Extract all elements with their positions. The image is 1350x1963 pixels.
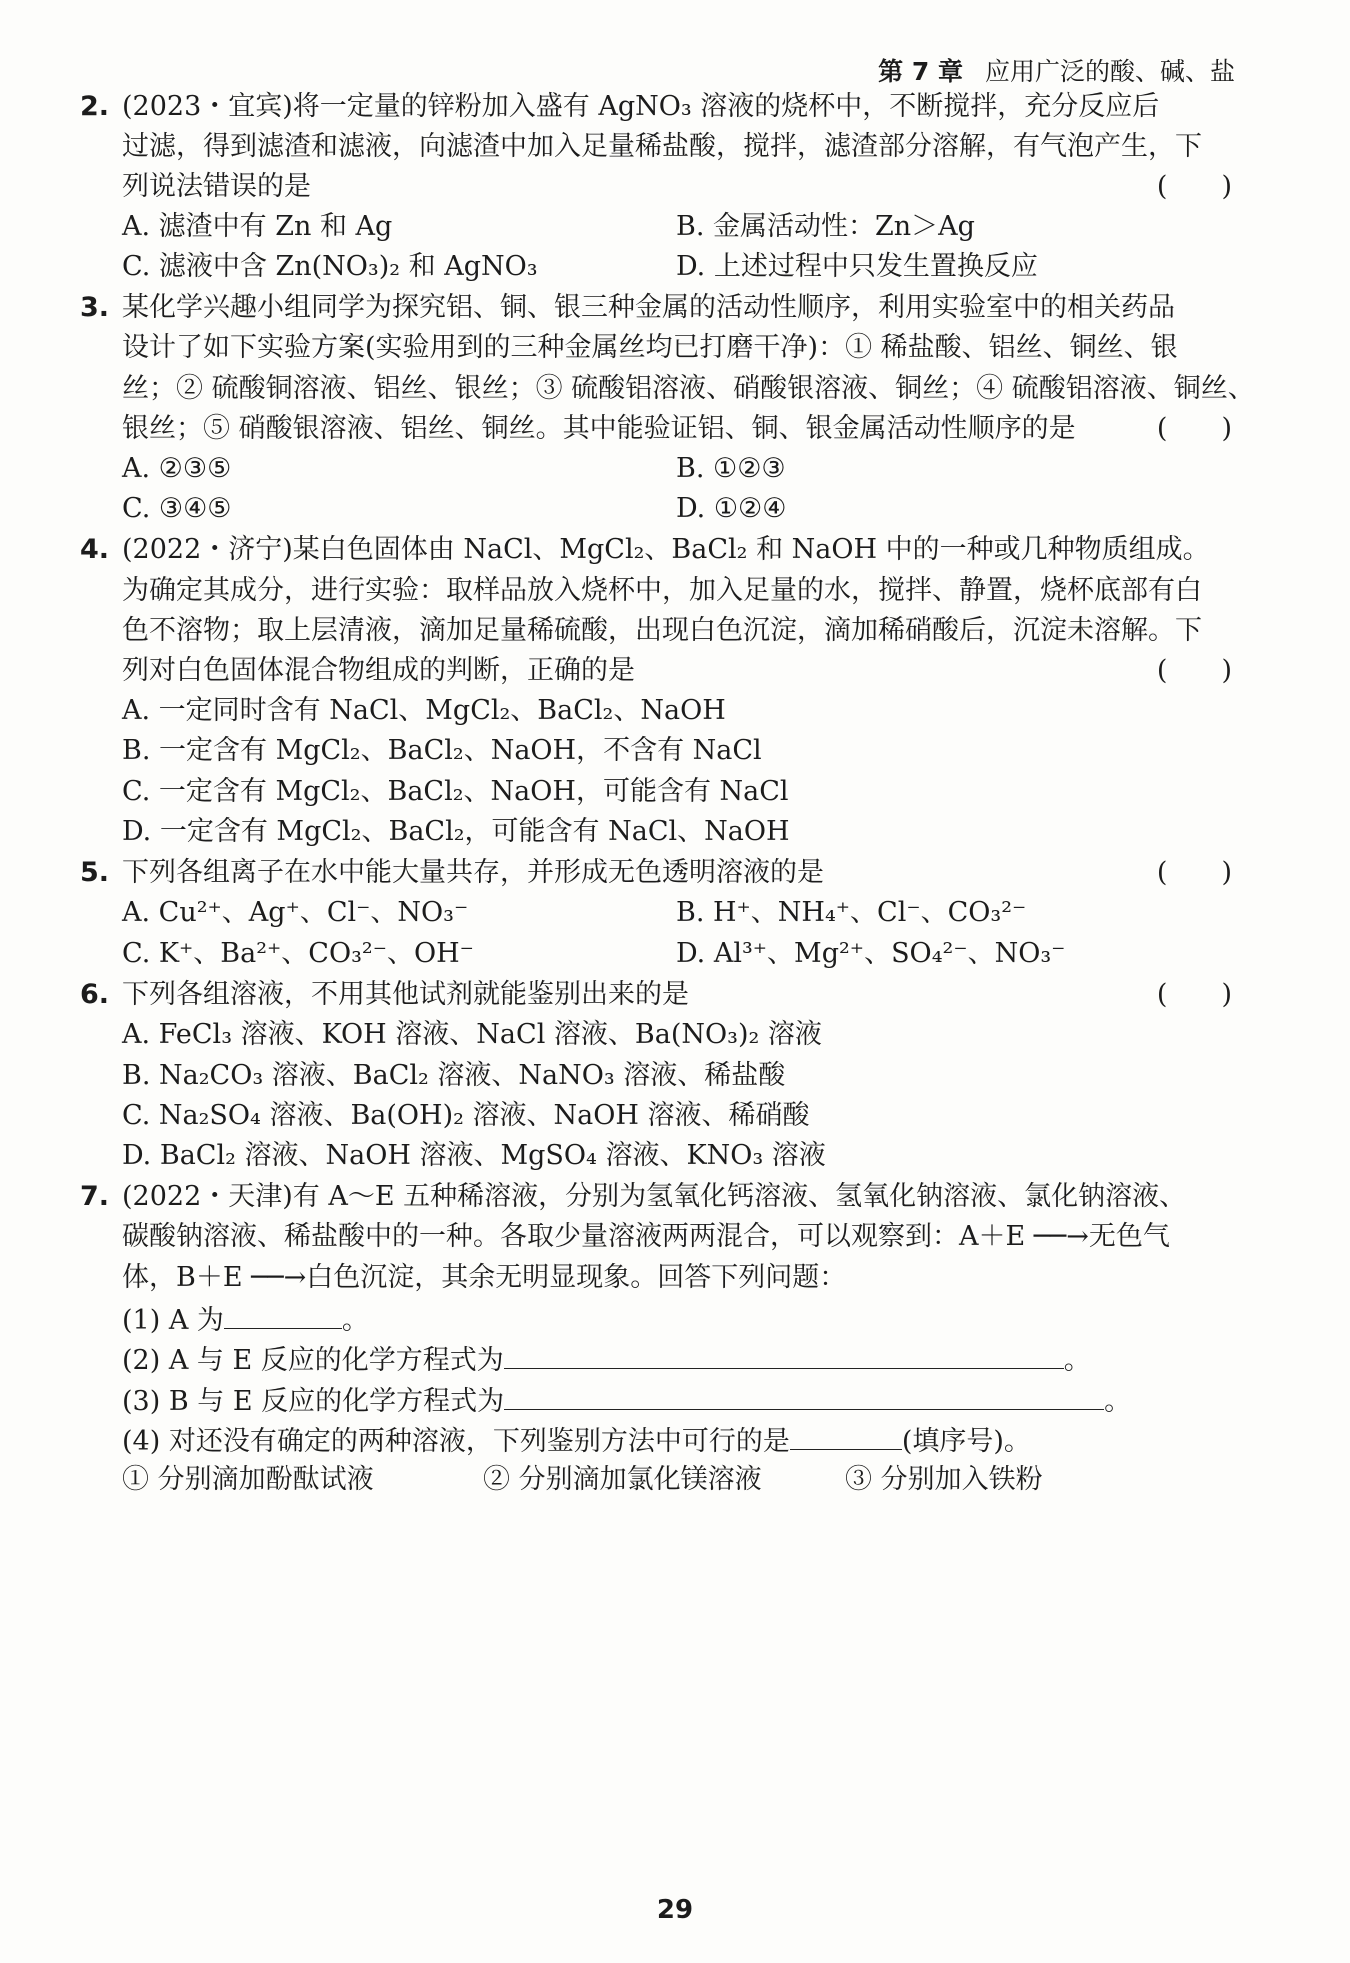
question-2-option-a: A. 滤渣中有 Zn 和 Ag xyxy=(122,211,393,242)
question-4-option-d: D. 一定含有 MgCl₂、BaCl₂，可能含有 NaCl、NaOH xyxy=(122,816,790,847)
question-7-part-3 xyxy=(122,1381,1131,1420)
question-7-number: 7. xyxy=(80,1181,110,1212)
question-2-line-1: (2023・宜宾)将一定量的锌粉加入盛有 AgNO₃ 溶液的烧杯中，不断搅拌，充分反应后 xyxy=(122,91,1160,122)
answer-bracket: ( ) xyxy=(1156,413,1232,444)
answer-bracket: ( ) xyxy=(1156,171,1232,202)
question-3-option-d: D. ①②④ xyxy=(676,493,787,524)
period: 。 xyxy=(341,1305,369,1336)
question-7-part-2 xyxy=(122,1340,1091,1379)
question-3-line-2: 设计了如下实验方案(实验用到的三种金属丝均已打磨干净)：① 稀盐酸、铝丝、铜丝、银 xyxy=(122,332,1178,363)
question-5-option-d: D. Al³⁺、Mg²⁺、SO₄²⁻、NO₃⁻ xyxy=(676,938,1066,969)
choice-2: ② 分别滴加氯化镁溶液 xyxy=(483,1464,762,1495)
part-3-label: (3) B 与 E 反应的化学方程式为 xyxy=(122,1386,505,1417)
answer-bracket: ( ) xyxy=(1156,979,1232,1010)
question-4-line-3: 色不溶物；取上层清液，滴加足量稀硫酸，出现白色沉淀，滴加稀硝酸后，沉淀未溶解。下 xyxy=(122,615,1202,646)
answer-blank[interactable] xyxy=(224,1300,342,1329)
question-5-option-a: A. Cu²⁺、Ag⁺、Cl⁻、NO₃⁻ xyxy=(122,897,469,928)
question-3-option-c: C. ③④⑤ xyxy=(122,493,232,524)
question-3-line-1: 某化学兴趣小组同学为探究铝、铜、银三种金属的活动性顺序，利用实验室中的相关药品 xyxy=(122,292,1175,323)
question-6-line-1: 下列各组溶液，不用其他试剂就能鉴别出来的是 xyxy=(122,979,689,1010)
page-number: 29 xyxy=(656,1895,694,1925)
question-4-line-2: 为确定其成分，进行实验：取样品放入烧杯中，加入足量的水，搅拌、静置，烧杯底部有白 xyxy=(122,575,1202,606)
question-3-line-3: 丝；② 硫酸铜溶液、铝丝、银丝；③ 硫酸铝溶液、硝酸银溶液、铜丝；④ 硫酸铝溶液、铜丝、 xyxy=(122,373,1255,404)
question-2-option-d: D. 上述过程中只发生置换反应 xyxy=(676,251,1038,282)
question-3-line-4: 银丝；⑤ 硝酸银溶液、铝丝、铜丝。其中能验证铝、铜、银金属活动性顺序的是 xyxy=(122,413,1076,444)
question-7-part-4 xyxy=(122,1421,1031,1460)
question-6-number: 6. xyxy=(80,979,110,1010)
question-2-line-2: 过滤，得到滤渣和滤液，向滤渣中加入足量稀盐酸，搅拌，滤渣部分溶解，有气泡产生，下 xyxy=(122,131,1202,162)
question-6-option-a: A. FeCl₃ 溶液、KOH 溶液、NaCl 溶液、Ba(NO₃)₂ 溶液 xyxy=(122,1019,822,1050)
part-2-label: (2) A 与 E 反应的化学方程式为 xyxy=(122,1345,504,1376)
part-4-suffix: (填序号)。 xyxy=(901,1426,1031,1457)
answer-blank[interactable] xyxy=(790,1421,902,1450)
question-6-option-d: D. BaCl₂ 溶液、NaOH 溶液、MgSO₄ 溶液、KNO₃ 溶液 xyxy=(122,1140,826,1171)
question-6-option-b: B. Na₂CO₃ 溶液、BaCl₂ 溶液、NaNO₃ 溶液、稀盐酸 xyxy=(122,1060,786,1091)
question-5-number: 5. xyxy=(80,857,110,888)
chapter-number: 第 7 章 xyxy=(878,57,963,86)
question-3-number: 3. xyxy=(80,292,110,323)
question-7-line-1: (2022・天津)有 A～E 五种稀溶液，分别为氢氧化钙溶液、氢氧化钠溶液、氯化钠溶液、 xyxy=(122,1181,1187,1212)
question-4-line-4: 列对白色固体混合物组成的判断，正确的是 xyxy=(122,655,635,686)
period: 。 xyxy=(1063,1345,1091,1376)
part-1-label: (1) A 为 xyxy=(122,1305,224,1336)
period: 。 xyxy=(1104,1386,1132,1417)
question-7-part-1 xyxy=(122,1300,369,1339)
answer-bracket: ( ) xyxy=(1156,655,1232,686)
answer-blank[interactable] xyxy=(504,1340,1064,1369)
question-2-option-b: B. 金属活动性：Zn＞Ag xyxy=(676,211,975,242)
question-5-line-1: 下列各组离子在水中能大量共存，并形成无色透明溶液的是 xyxy=(122,857,824,888)
question-4-number: 4. xyxy=(80,534,110,565)
question-4-option-b: B. 一定含有 MgCl₂、BaCl₂、NaOH，不含有 NaCl xyxy=(122,735,762,766)
question-3-option-a: A. ②③⑤ xyxy=(122,453,232,484)
question-2-option-c: C. 滤液中含 Zn(NO₃)₂ 和 AgNO₃ xyxy=(122,251,538,282)
choice-1: ① 分别滴加酚酞试液 xyxy=(122,1464,374,1495)
page-header xyxy=(878,52,1235,88)
question-2-line-3: 列说法错误的是 xyxy=(122,171,311,202)
question-4-line-1: (2022・济宁)某白色固体由 NaCl、MgCl₂、BaCl₂ 和 NaOH 中的一种或几种物质组成。 xyxy=(122,534,1210,565)
question-5-option-c: C. K⁺、Ba²⁺、CO₃²⁻、OH⁻ xyxy=(122,938,474,969)
question-7-line-3: 体，B＋E ──→白色沉淀，其余无明显现象。回答下列问题： xyxy=(122,1262,847,1293)
question-7-line-2: 碳酸钠溶液、稀盐酸中的一种。各取少量溶液两两混合，可以观察到：A＋E ──→无色气 xyxy=(122,1221,1170,1252)
question-2-number: 2. xyxy=(80,91,110,122)
question-6-option-c: C. Na₂SO₄ 溶液、Ba(OH)₂ 溶液、NaOH 溶液、稀硝酸 xyxy=(122,1100,810,1131)
chapter-title: 应用广泛的酸、碱、盐 xyxy=(984,57,1235,86)
part-4-label: (4) 对还没有确定的两种溶液，下列鉴别方法中可行的是 xyxy=(122,1426,790,1457)
question-5-option-b: B. H⁺、NH₄⁺、Cl⁻、CO₃²⁻ xyxy=(676,897,1027,928)
answer-blank[interactable] xyxy=(504,1381,1104,1410)
question-4-option-a: A. 一定同时含有 NaCl、MgCl₂、BaCl₂、NaOH xyxy=(122,695,726,726)
question-4-option-c: C. 一定含有 MgCl₂、BaCl₂、NaOH，可能含有 NaCl xyxy=(122,776,789,807)
choice-3: ③ 分别加入铁粉 xyxy=(845,1464,1043,1495)
question-3-option-b: B. ①②③ xyxy=(676,453,786,484)
answer-bracket: ( ) xyxy=(1156,857,1232,888)
